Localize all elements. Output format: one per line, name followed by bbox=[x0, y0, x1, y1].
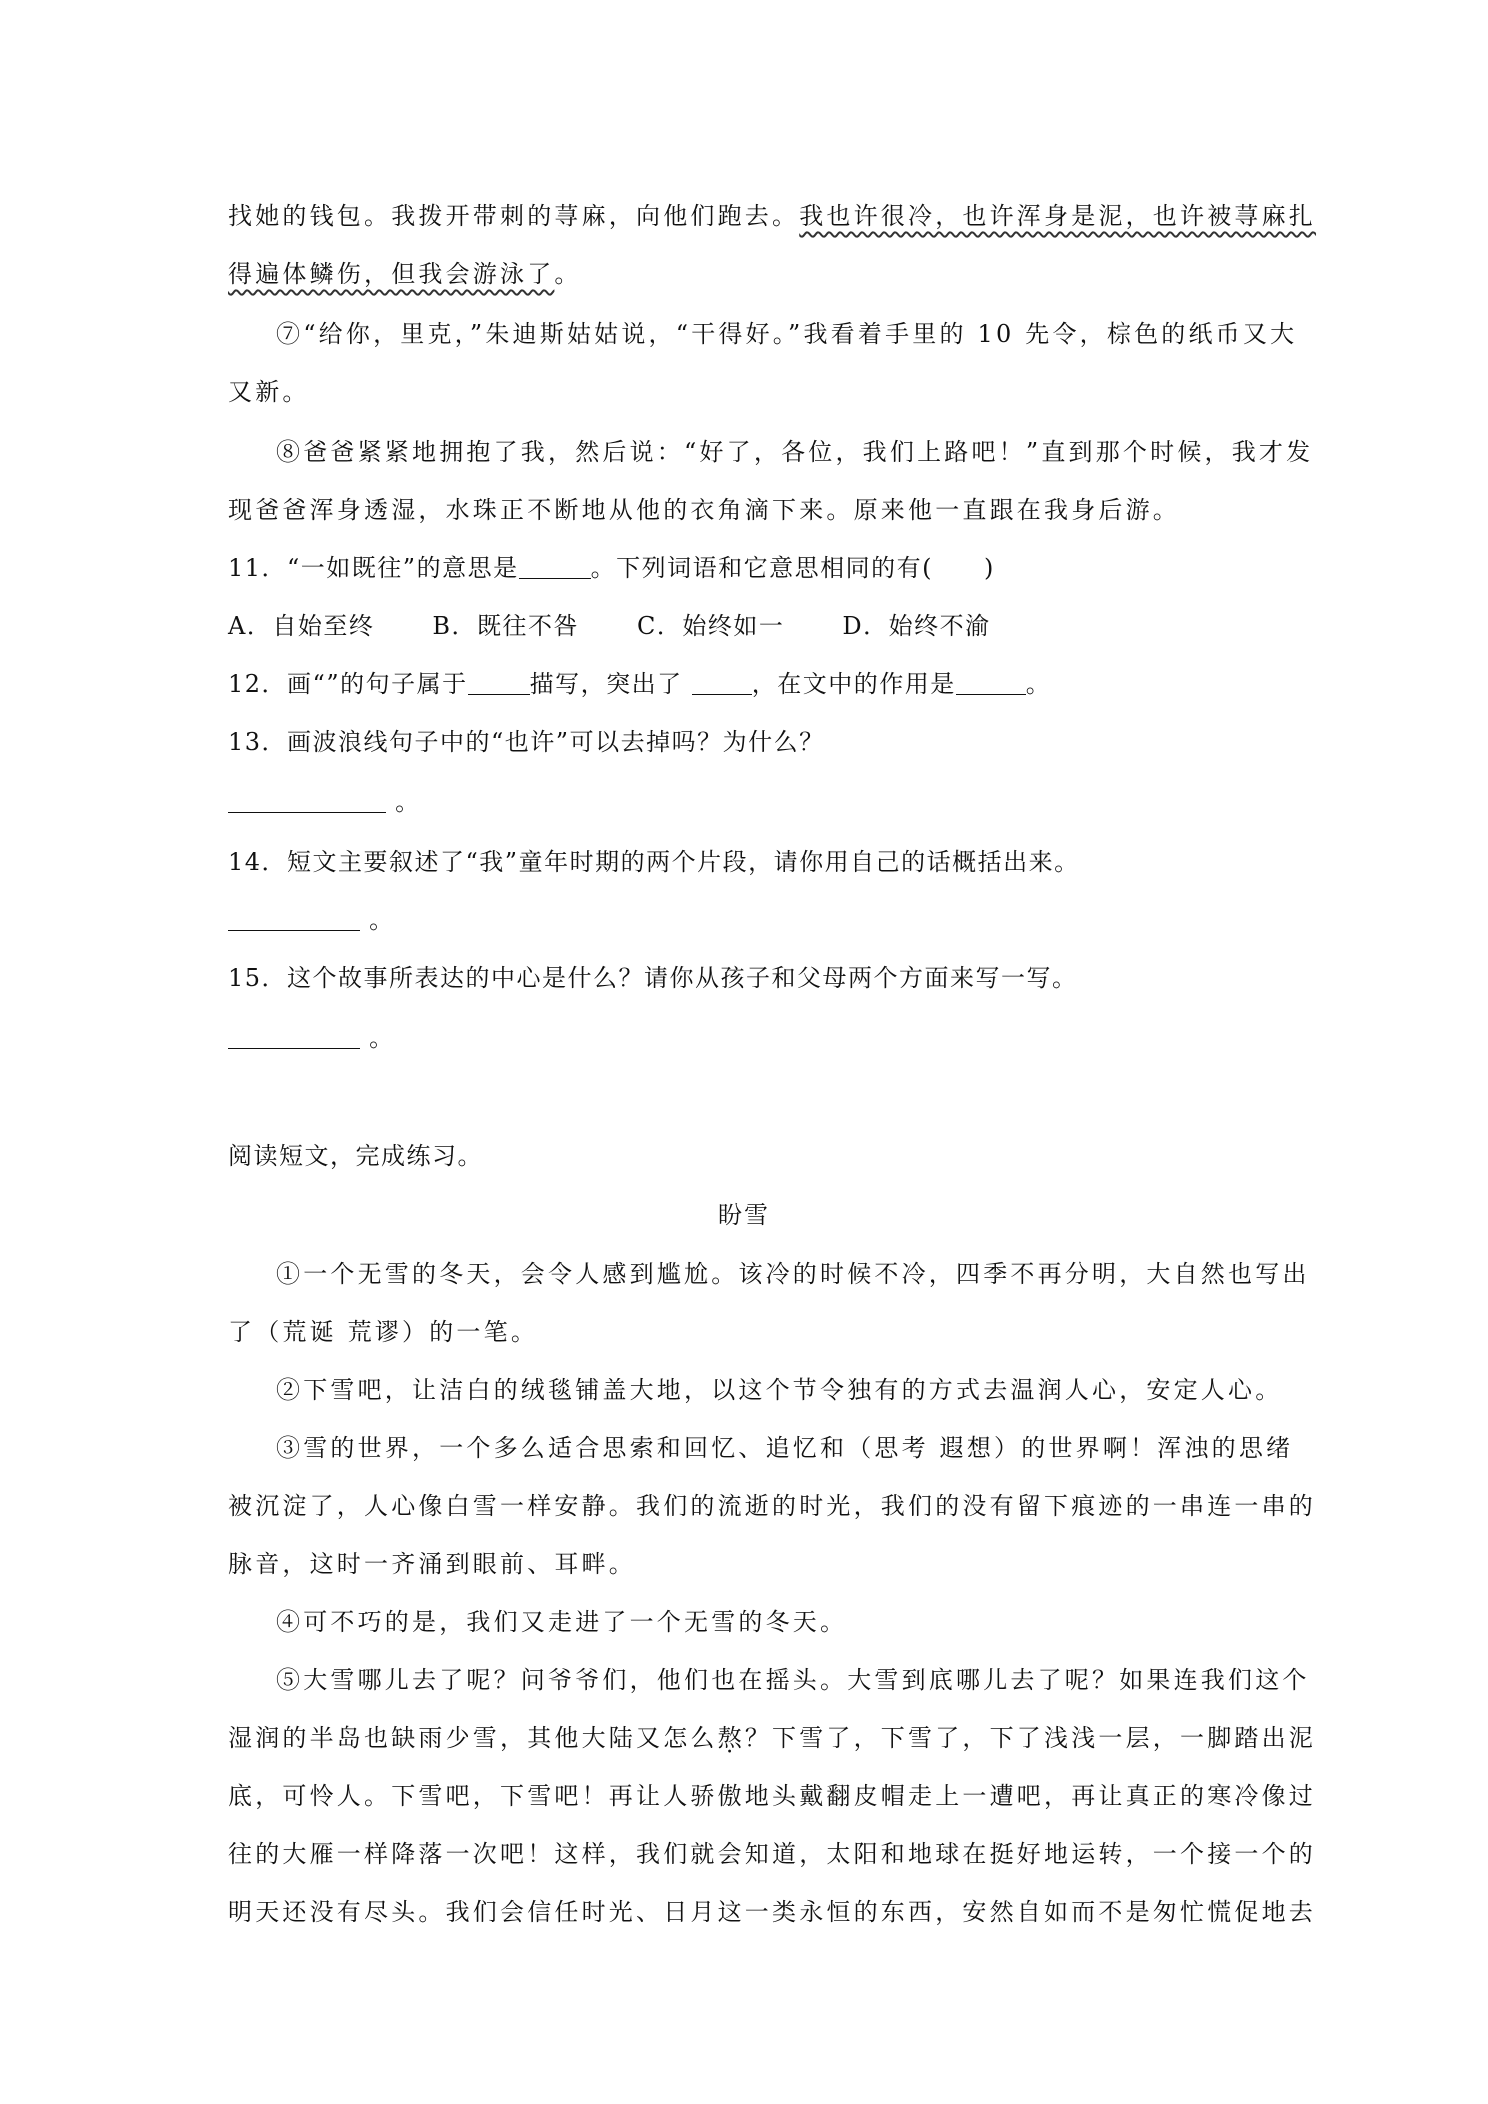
paragraph-8-line1: ⑧爸爸紧紧地拥抱了我，然后说：“好了，各位，我们上路吧！”直到那个时候，我才发 bbox=[276, 438, 1314, 466]
answer-blank[interactable] bbox=[692, 672, 752, 695]
option-b[interactable]: B．既往不咎 bbox=[432, 612, 579, 640]
question-15: 15．这个故事所表达的中心是什么？请你从孩子和父母两个方面来写一写。 bbox=[228, 964, 1078, 992]
answer-blank[interactable] bbox=[468, 672, 530, 695]
option-c[interactable]: C．始终如一 bbox=[636, 612, 785, 640]
p2-paragraph-3-line2: 被沉淀了，人心像白雪一样安静。我们的流逝的时光，我们的没有留下痕迹的一串连一串的 bbox=[228, 1492, 1316, 1520]
p2-paragraph-1-line1: ①一个无雪的冬天，会令人感到尴尬。该冷的时候不冷，四季不再分明，大自然也写出 bbox=[276, 1260, 1310, 1288]
p2-paragraph-1-line2: 了（荒诞 荒谬）的一笔。 bbox=[228, 1318, 539, 1346]
answer-blank[interactable] bbox=[956, 672, 1026, 695]
dotted-emphasis-char: 熬 bbox=[717, 1724, 745, 1752]
answer-blank[interactable] bbox=[228, 790, 386, 813]
p2-paragraph-5-line5: 明天还没有尽头。我们会信任时光、日月这一类永恒的东西，安然自如而不是匆忙慌促地去 bbox=[228, 1898, 1316, 1926]
p2-paragraph-4-line1: ④可不巧的是，我们又走进了一个无雪的冬天。 bbox=[276, 1608, 848, 1636]
answer-blank[interactable] bbox=[519, 556, 591, 579]
question-11: 11．“一如既往”的意思是 。下列词语和它意思相同的有( ) bbox=[228, 554, 995, 582]
wavy-underlined-sentence: 得遍体鳞伤，但我会游泳了 bbox=[228, 260, 555, 288]
question-13: 13．画波浪线句子中的“也许”可以去掉吗？为什么？ bbox=[228, 728, 825, 756]
passage1-line2: 得遍体鳞伤，但我会游泳了。 bbox=[228, 260, 582, 288]
paragraph-7-line1: ⑦“给你，里克，”朱迪斯姑姑说，“干得好。”我看着手里的 10 先令，棕色的纸币又大 bbox=[276, 320, 1298, 348]
p2-paragraph-3-line3: 脉音，这时一齐涌到眼前、耳畔。 bbox=[228, 1550, 636, 1578]
p2-paragraph-5-line1: ⑤大雪哪儿去了呢？问爷爷们，他们也在摇头。大雪到底哪儿去了呢？如果连我们这个 bbox=[276, 1666, 1310, 1694]
p2-paragraph-5-line3: 底，可怜人。下雪吧，下雪吧！再让人骄傲地头戴翻皮帽走上一遭吧，再让真正的寒冷像过 bbox=[228, 1782, 1316, 1810]
question-14: 14．短文主要叙述了“我”童年时期的两个片段，请你用自己的话概括出来。 bbox=[228, 848, 1080, 876]
p2-paragraph-5-line2: 湿润的半岛也缺雨少雪，其他大陆又怎么熬？下雪了，下雪了，下了浅浅一层，一脚踏出泥 bbox=[228, 1724, 1317, 1752]
question-11-options bbox=[228, 606, 1049, 641]
question-13-answer: 。 bbox=[228, 782, 421, 817]
question-14-answer: 。 bbox=[228, 900, 395, 935]
p2-paragraph-2-line1: ②下雪吧，让洁白的绒毯铺盖大地，以这个节令独有的方式去温润人心，安定人心。 bbox=[276, 1376, 1283, 1404]
paragraph-7-line2: 又新。 bbox=[228, 378, 310, 406]
p2-paragraph-5-line4: 往的大雁一样降落一次吧！这样，我们就会知道，太阳和地球在挺好地运转，一个接一个的 bbox=[228, 1840, 1316, 1868]
option-d[interactable]: D．始终不渝 bbox=[842, 612, 991, 640]
wavy-underlined-sentence: 我也许很冷，也许浑身是泥，也许被荨麻扎 bbox=[799, 202, 1317, 230]
paragraph-8-line2: 现爸爸浑身透湿，水珠正不断地从他的衣角滴下来。原来他一直跟在我身后游。 bbox=[228, 496, 1180, 524]
passage-title: 盼雪 bbox=[718, 1201, 770, 1229]
option-a[interactable]: A．自始至终 bbox=[228, 612, 375, 640]
reading-instruction: 阅读短文，完成练习。 bbox=[228, 1142, 483, 1170]
plain-text: 找她的钱包。我拨开带刺的荨麻，向他们跑去。 bbox=[228, 202, 800, 230]
question-12: 12．画“”的句子属于 描写，突出了 ，在文中的作用是 。 bbox=[228, 670, 1052, 698]
answer-blank[interactable] bbox=[228, 1026, 360, 1049]
answer-blank[interactable] bbox=[228, 908, 360, 931]
passage1-line1 bbox=[228, 196, 1316, 231]
question-15-answer: 。 bbox=[228, 1018, 395, 1053]
p2-paragraph-3-line1: ③雪的世界，一个多么适合思索和回忆、追忆和（思考 遐想）的世界啊！浑浊的思绪 bbox=[276, 1434, 1294, 1462]
